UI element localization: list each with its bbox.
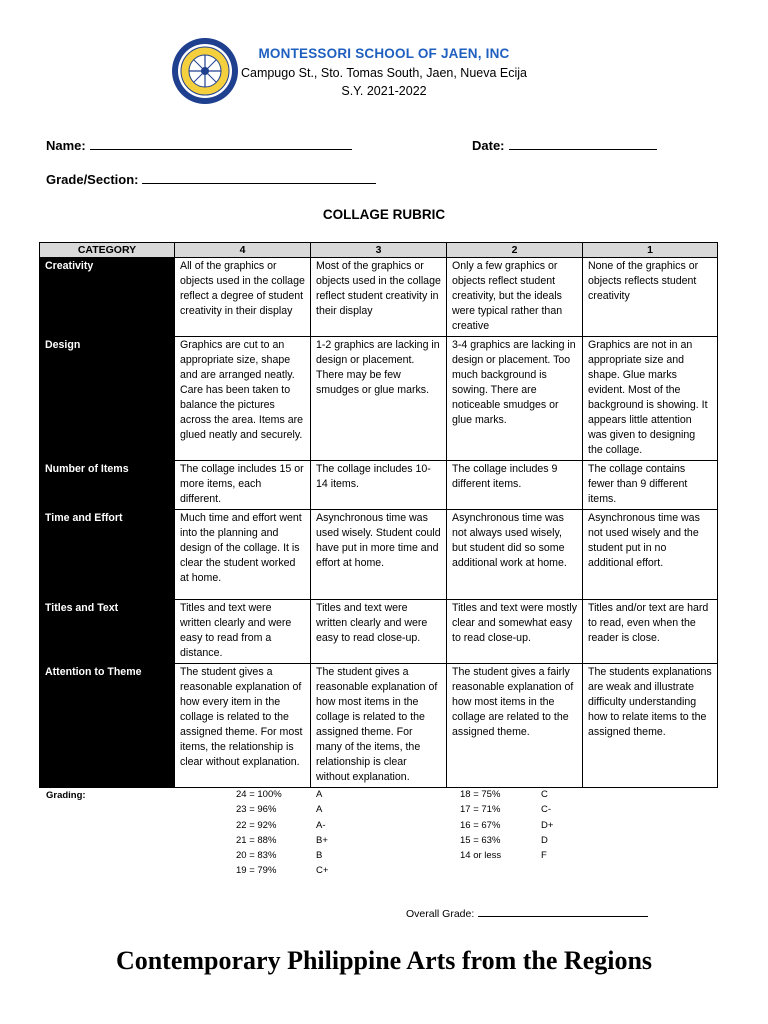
name-label: Name:: [46, 138, 86, 153]
grading-left-grades: [316, 787, 328, 879]
grade-section-line[interactable]: [142, 171, 376, 184]
grading-right-scores: [460, 787, 501, 863]
grade-letter: C-: [541, 804, 552, 816]
date-line[interactable]: [509, 137, 657, 150]
school-address: Campugo St., Sto. Tomas South, Jaen, Nueva Ecija: [240, 66, 528, 80]
grade-score: 22 = 92%: [236, 819, 277, 831]
header-score-1: 1: [583, 243, 718, 258]
grade-section-field[interactable]: [46, 171, 376, 187]
header-score-4: 4: [175, 243, 311, 258]
rubric-header-row: [40, 243, 718, 258]
school-year: S.Y. 2021-2022: [341, 84, 427, 98]
grade-letter: D+: [541, 819, 554, 831]
rubric-cell: Most of the graphics or objects used in the collage reflect student creativity in their display: [311, 258, 447, 337]
rubric-cell: Asynchronous time was used wisely. Student could have put in more time and effort at home.: [311, 510, 447, 600]
rubric-cell: All of the graphics or objects used in the collage reflect a degree of student creativity in their display: [175, 258, 311, 337]
grade-score: 19 = 79%: [236, 865, 277, 877]
rubric-cell: 3-4 graphics are lacking in design or placement. Too much background is sowing. There are noticeable smudges or glue marks.: [447, 337, 583, 461]
date-field[interactable]: [472, 137, 657, 153]
footer-title: Contemporary Philippine Arts from the Regions: [115, 946, 653, 975]
table-row: [40, 461, 718, 510]
grade-letter: D: [541, 834, 548, 846]
grade-letter: C+: [316, 865, 329, 877]
rubric-cell: 1-2 graphics are lacking in design or placement. There may be few smudges or glue marks.: [311, 337, 447, 461]
table-row: [40, 510, 718, 600]
grade-letter: A: [316, 789, 323, 800]
rubric-table: [39, 242, 718, 788]
rubric-cell: Only a few graphics or objects reflect student creativity, but the ideals were typical rather than creative: [447, 258, 583, 337]
rubric-cell: Graphics are not in an appropriate size and shape. Glue marks evident. Most of the background is showing. It appears little attention was given to designing the collage.: [583, 337, 718, 461]
rubric-cell: Titles and/or text are hard to read, even when the reader is close.: [583, 600, 718, 664]
category-cell: Titles and Text: [40, 600, 175, 664]
grade-section-label: Grade/Section:: [46, 172, 139, 187]
grading-label: Grading:: [46, 790, 86, 801]
table-row: [40, 258, 718, 337]
grade-score: 24 = 100%: [236, 789, 282, 800]
rubric-cell: The collage contains fewer than 9 different items.: [583, 461, 718, 510]
grade-score: 18 = 75%: [460, 789, 501, 800]
grading-right-grades: [541, 787, 553, 863]
rubric-cell: The student gives a reasonable explanation of how every item in the collage is related to the assigned theme. For most items, the relationship is clear without explanation.: [175, 664, 311, 788]
rubric-cell: Titles and text were written clearly and were easy to read from a distance.: [175, 600, 311, 664]
grade-score: 16 = 67%: [460, 819, 501, 831]
date-label: Date:: [472, 138, 505, 153]
rubric-cell: None of the graphics or objects reflects student creativity: [583, 258, 718, 337]
overall-grade-label: Overall Grade:: [406, 908, 475, 920]
grade-score: 23 = 96%: [236, 804, 277, 816]
overall-grade-line[interactable]: [478, 906, 648, 917]
grade-score: 15 = 63%: [460, 834, 501, 846]
rubric-cell: Asynchronous time was not always used wisely, but student did so some additional work at home.: [447, 510, 583, 600]
grade-score: 21 = 88%: [236, 834, 277, 846]
rubric-cell: Titles and text were mostly clear and somewhat easy to read close-up.: [447, 600, 583, 664]
rubric-cell: Graphics are cut to an appropriate size, shape and are arranged neatly. Care has been taken to balance the pictures across the area. Items are glued neatly and securely.: [175, 337, 311, 461]
rubric-cell: The student gives a fairly reasonable explanation of how most items in the collage are related to the assigned theme.: [447, 664, 583, 788]
rubric-cell: The student gives a reasonable explanation of how most items in the collage is related to the assigned theme. For many of the items, the relationship is clear without explanation.: [311, 664, 447, 788]
grade-score: 17 = 71%: [460, 804, 501, 816]
rubric-title: COLLAGE RUBRIC: [322, 207, 446, 222]
overall-grade-field[interactable]: [406, 906, 648, 920]
rubric-cell: Titles and text were written clearly and were easy to read close-up.: [311, 600, 447, 664]
header-category: CATEGORY: [40, 243, 175, 258]
rubric-cell: The collage includes 10-14 items.: [311, 461, 447, 510]
category-cell: Creativity: [40, 258, 175, 337]
table-row: [40, 337, 718, 461]
rubric-cell: The students explanations are weak and illustrate difficulty understanding how to relate items to the assigned theme.: [583, 664, 718, 788]
header-score-3: 3: [311, 243, 447, 258]
grading-left-scores: [236, 787, 282, 879]
category-cell: Number of Items: [40, 461, 175, 510]
table-row: [40, 664, 718, 788]
grade-score: 20 = 83%: [236, 850, 277, 862]
rubric-cell: The collage includes 9 different items.: [447, 461, 583, 510]
grade-letter: B: [316, 850, 323, 862]
school-name: MONTESSORI SCHOOL OF JAEN, INC: [258, 46, 510, 61]
grade-letter: A-: [316, 819, 326, 831]
category-cell: Time and Effort: [40, 510, 175, 600]
grade-letter: F: [541, 850, 547, 862]
header-score-2: 2: [447, 243, 583, 258]
category-cell: Design: [40, 337, 175, 461]
grade-letter: C: [541, 789, 548, 800]
category-cell: Attention to Theme: [40, 664, 175, 788]
rubric-cell: The collage includes 15 or more items, each different.: [175, 461, 311, 510]
rubric-cell: Much time and effort went into the planning and design of the collage. It is clear the student worked at home.: [175, 510, 311, 600]
grade-letter: B+: [316, 834, 328, 846]
rubric-cell: Asynchronous time was not used wisely and the student put in no additional effort.: [583, 510, 718, 600]
name-field[interactable]: [46, 137, 352, 153]
grade-score: 14 or less: [460, 850, 502, 862]
table-row: [40, 600, 718, 664]
name-line[interactable]: [90, 137, 352, 150]
grade-letter: A: [316, 804, 323, 816]
